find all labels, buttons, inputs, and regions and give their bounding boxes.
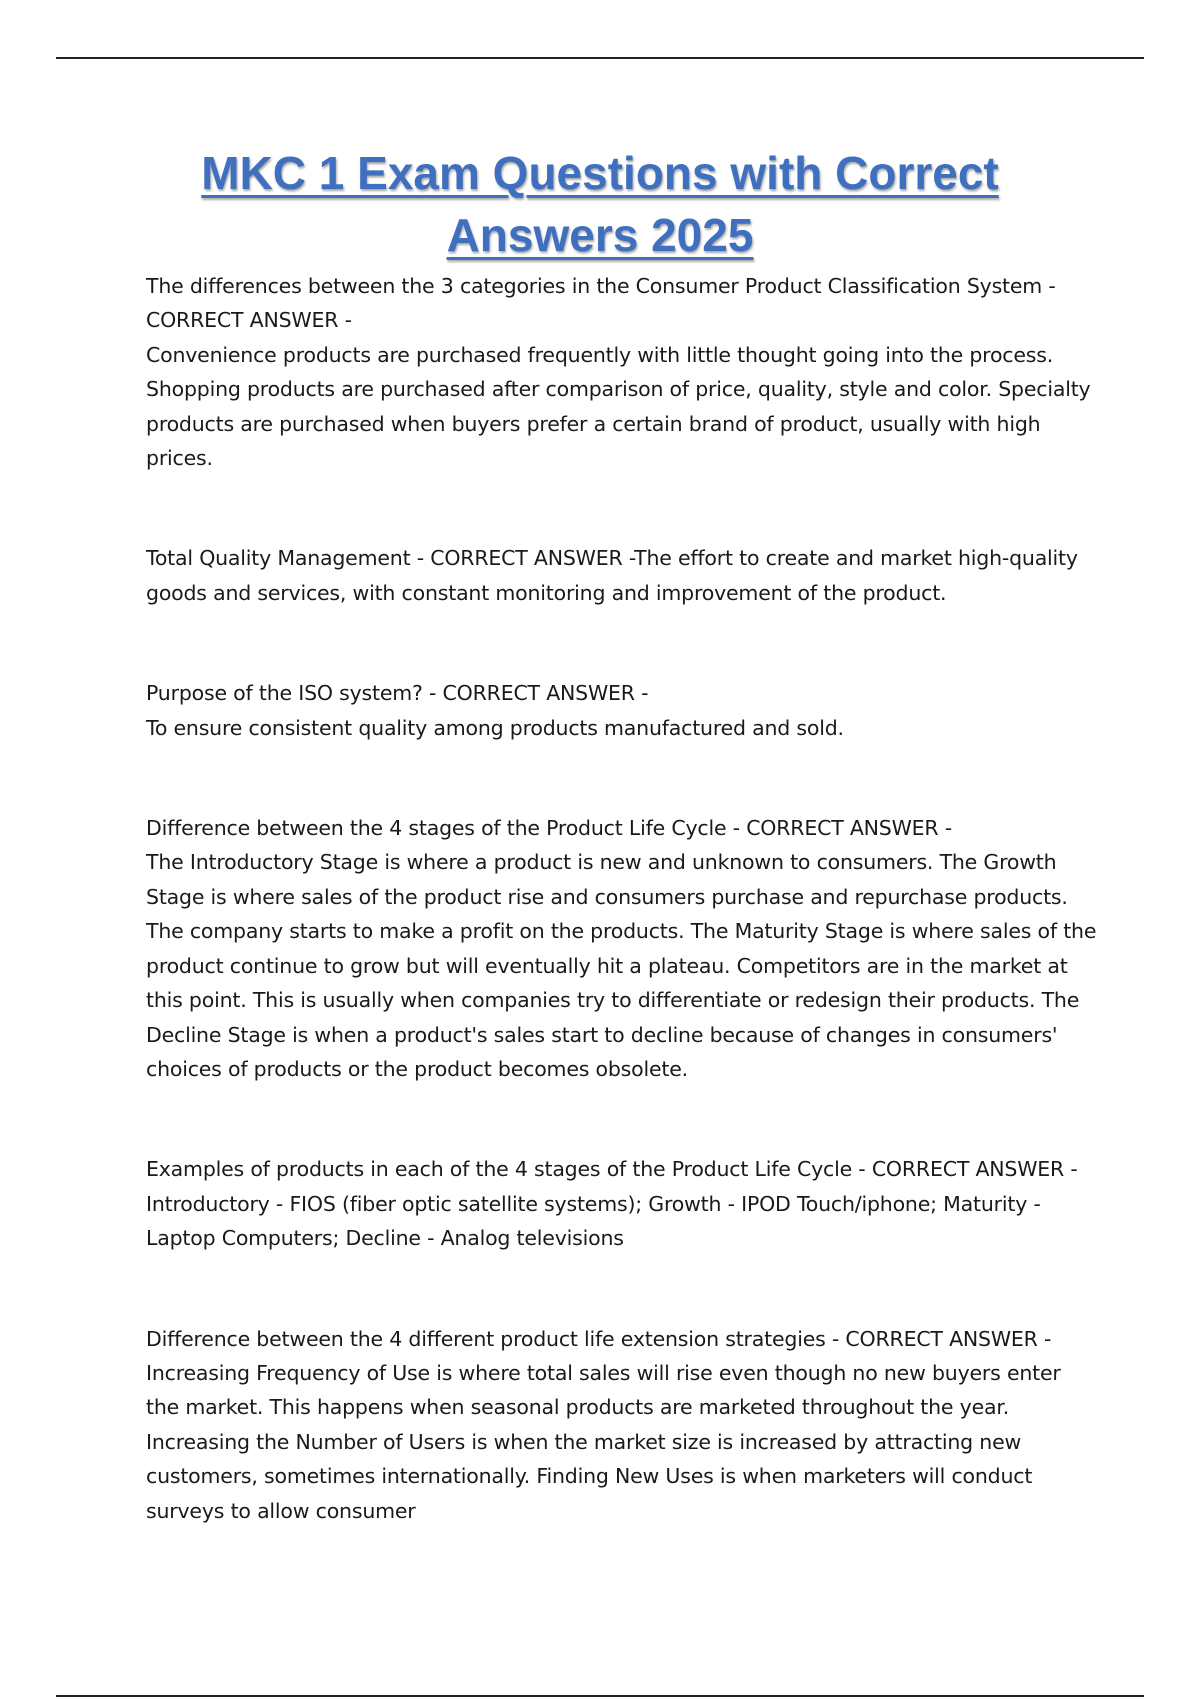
qa-item [146, 1152, 1098, 1255]
qa-item [146, 269, 1098, 475]
document-title: MKC 1 Exam Questions with Correct Answers 2025 [201, 147, 999, 261]
question-text: Total Quality Management - CORRECT ANSWER -The effort to create and market high-quality goods and services, with constant monitoring and improvement of the product. [146, 546, 1078, 605]
question-text: The differences between the 3 categories in the Consumer Product Classification System - CORRECT ANSWER - [146, 274, 1056, 333]
qa-item [146, 811, 1098, 1086]
answer-text: To ensure consistent quality among products manufactured and sold. [146, 715, 844, 740]
answer-text: The Introductory Stage is where a product is new and unknown to consumers. The Growth Stage is where sales of the product rise and consumers purchase and repurchase products. The company starts to make a profit on the products. The Maturity Stage is where sales of the product continue to grow but will eventually hit a plateau. Competitors are in the market at this point. This is usually when companies try to differentiate or redesign their products. The Decline Stage is when a product's sales start to decline because of changes in consumers' choices of products or the product becomes obsolete. [146, 850, 1097, 1081]
qa-item [146, 1322, 1098, 1528]
question-text: Difference between the 4 stages of the Product Life Cycle - CORRECT ANSWER - [146, 816, 952, 841]
top-divider [56, 57, 1144, 59]
answer-text: Convenience products are purchased frequently with little thought going into the process. Shopping products are purchased after comparison of price, quality, style and color. Specialty products are purchased when buyers prefer a certain brand of product, usually with high prices. [146, 342, 1091, 471]
question-text: Difference between the 4 different product life extension strategies - CORRECT ANSWER - [146, 1326, 1052, 1351]
bottom-divider [56, 1695, 1144, 1697]
answer-text: Increasing Frequency of Use is where total sales will rise even though no new buyers enter the market. This happens when seasonal products are marketed throughout the year. Increasing the Number of Users is when the market size is increased by attracting new customers, sometimes internationally. Finding New Uses is when marketers will conduct surveys to allow consumer [146, 1360, 1061, 1523]
qa-item [146, 676, 1098, 745]
question-text: Purpose of the ISO system? - CORRECT ANSWER - [146, 681, 649, 706]
answer-text: Introductory - FIOS (fiber optic satellite systems); Growth - IPOD Touch/iphone; Maturity - Laptop Computers; Decline - Analog televisions [146, 1191, 1041, 1251]
question-text: Examples of products in each of the 4 stages of the Product Life Cycle - CORRECT ANSWER - [146, 1157, 1078, 1182]
qa-list [146, 269, 1098, 1594]
qa-item [146, 541, 1098, 610]
